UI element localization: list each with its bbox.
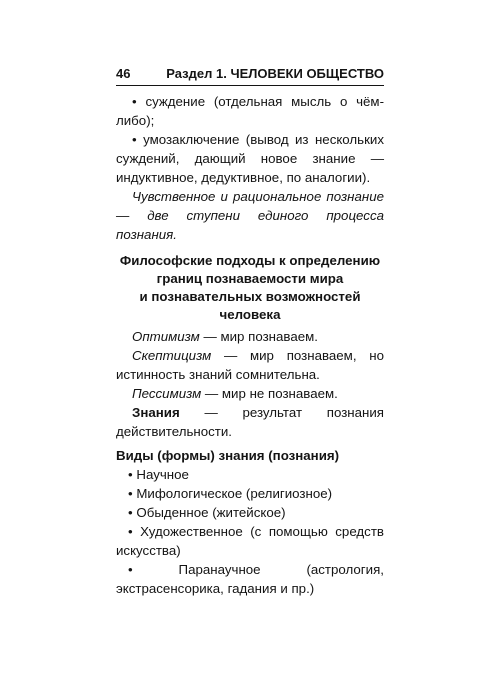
- bullet: •: [128, 524, 133, 539]
- list-item-text: Научное: [136, 467, 189, 482]
- heading-line: и познавательных возможностей: [139, 289, 361, 304]
- section-heading: [116, 252, 384, 324]
- approach-term: Пессимизм: [132, 386, 202, 401]
- approach-optimism: [116, 327, 384, 346]
- page-number: 46: [116, 66, 131, 81]
- approach-text: — мир познаваем.: [199, 329, 318, 344]
- list-item: [116, 484, 384, 503]
- approach-skepticism: [116, 346, 384, 384]
- list-item-judgement: [116, 92, 384, 130]
- book-page: [116, 66, 384, 598]
- bullet: •: [128, 486, 133, 501]
- list-item-text: Паранаучное (астрология, экстрасенсорика, гадания и пр.): [116, 562, 384, 596]
- approach-term: Оптимизм: [132, 329, 200, 344]
- list-item-inference: [116, 130, 384, 187]
- knowledge-definition: [116, 403, 384, 441]
- italic-note: Чувственное и рациональное познание — две ступени единого процесса познания.: [116, 189, 384, 242]
- list-item: [116, 465, 384, 484]
- approach-text: — мир познаваем, но истинность знаний сомнительна.: [116, 348, 384, 382]
- list-item: [116, 560, 384, 598]
- approach-term: Скептицизм: [132, 348, 212, 363]
- types-list: [116, 465, 384, 598]
- definition-text: — результат познания действительности.: [116, 405, 384, 439]
- heading-line: границ познаваемости мира: [156, 271, 344, 286]
- list-item-text: умозаключение (вывод из нескольких суждений, дающий новое знание — индуктивное, дедуктивное, по аналогии).: [116, 132, 384, 185]
- bullet: •: [132, 132, 137, 147]
- list-item-text: Мифологическое (религиозное): [136, 486, 333, 501]
- approach-pessimism: [116, 384, 384, 403]
- section-title: Раздел 1. ЧЕЛОВЕКИ ОБЩЕСТВО: [166, 66, 384, 81]
- bullet: •: [128, 562, 133, 577]
- list-item: [116, 522, 384, 560]
- heading-line: человека: [219, 307, 281, 322]
- list-item-text: суждение (отдельная мысль о чём-либо);: [116, 94, 385, 128]
- running-header: [116, 66, 384, 86]
- list-item-text: Обыденное (житейское): [136, 505, 286, 520]
- types-title: Виды (формы) знания (познания): [116, 448, 340, 463]
- heading-line: Философские подходы к определению: [119, 253, 381, 268]
- list-item-text: Художественное (с помощью средств искусства): [116, 524, 384, 558]
- bullet: •: [128, 467, 133, 482]
- approach-text: — мир не познаваем.: [201, 386, 338, 401]
- definition-term: Знания: [132, 405, 180, 420]
- bullet: •: [128, 505, 133, 520]
- bullet: •: [132, 94, 137, 109]
- list-item: [116, 503, 384, 522]
